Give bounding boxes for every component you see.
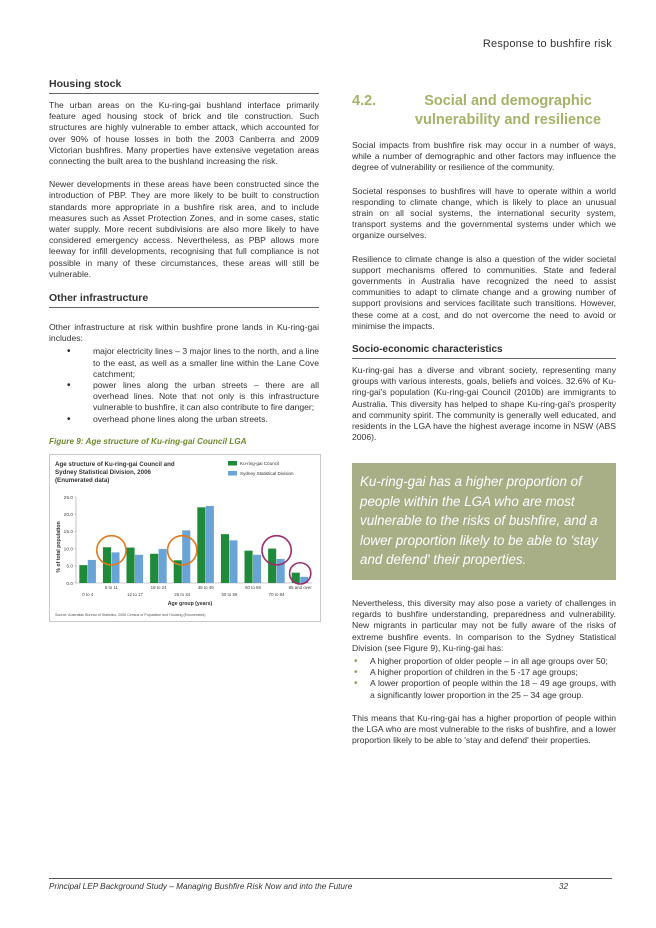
chart-legend xyxy=(228,461,294,476)
paragraph: This means that Ku-ring-gai has a higher proportion of people within the LGA who are most vulnerable to the risks of bushfire, and a lower proportion likely to be able to 'stay and defend' their properties. xyxy=(352,712,616,746)
bar xyxy=(206,506,214,583)
section-number: 4.2. xyxy=(352,93,377,109)
socio-economic-heading: Socio-economic characteristics xyxy=(352,344,616,359)
paragraph: Ku-ring-gai has a diverse and vibrant society, representing many groups with various interests, goals, beliefs and voices. 32.6% of Ku-ring-gai's population (Ku-ring-gai Council (2010b) are immigrants to Australia. This diversity has helped to shape Ku-ring-gai's prosperity and community spirit. The community is generally well educated, and residents in the LGA have the highest average income in NSW (ABS 2006). xyxy=(352,365,616,443)
legend-label: Ku-ring-gai Council xyxy=(240,460,280,466)
y-tick-label: 10.0 xyxy=(63,547,73,553)
x-tick-label: 70 to 84 xyxy=(268,591,285,597)
x-tick-label: 50 to 59 xyxy=(221,591,238,597)
bar xyxy=(111,552,119,583)
list-item: • A higher proportion of older people – in all age groups over 50; xyxy=(370,656,616,667)
paragraph: Nevertheless, this diversity may also pose a variety of challenges in regards to bushfire understanding, preparedness and vulnerability. New migrants in particular may not be fully aware of the risks of extreme bushfire events. In comparison to the Sydney Statistical Division (see Figure 9), Ku-ring-gai has: xyxy=(352,597,616,653)
legend-label: Sydney Statistical Division xyxy=(240,470,294,476)
figure-caption: Figure 9: Age structure of Ku-ring-gai Council LGA xyxy=(49,436,247,446)
x-tick-label: 5 to 11 xyxy=(104,584,118,590)
infrastructure-intro: Other infrastructure at risk within bushfire prone lands in Ku-ring-gai includes: xyxy=(49,322,319,344)
bar xyxy=(88,560,96,583)
list-item: • overhead phone lines along the urban streets. xyxy=(93,414,319,425)
x-tick-label: 18 to 24 xyxy=(150,584,167,590)
y-tick-label: 5.0 xyxy=(66,564,73,570)
page-number: 32 xyxy=(558,882,568,891)
chart-title-line-2: Sydney Statistical Division, 2006 xyxy=(55,468,151,476)
list-item: • major electricity lines – 3 major lines to the north, and a line to the east, as well as a smaller line within the Lane Cove catchment; xyxy=(93,346,319,380)
list-item: • power lines along the urban streets – there are all overhead lines. Note that not only is this infrastructure vulnerable to bushfire, it can also contribute to fire danger; xyxy=(93,380,319,414)
infrastructure-list xyxy=(49,346,319,424)
housing-heading: Housing stock xyxy=(49,78,319,94)
legend-swatch xyxy=(228,461,237,466)
x-tick-label: 85 and over xyxy=(288,584,312,590)
y-tick-label: 20.0 xyxy=(63,512,73,518)
bar xyxy=(229,540,237,583)
chart-bars xyxy=(79,506,308,583)
chart-title-line-1: Age structure of Ku-ring-gai Council and xyxy=(55,460,175,468)
chart-title-line-3: (Enumerated data) xyxy=(55,476,110,484)
paragraph: Societal responses to bushfires will have to operate within a world responding to climate change, which is likely to place an unusual strain on all social systems, the international security system, transport systems and the governmental systems under which we organize ourselves. xyxy=(352,185,616,241)
footer-title: Principal LEP Background Study – Managing Bushfire Risk Now and into the Future xyxy=(49,882,353,891)
chart-xlabel: Age group (years) xyxy=(167,600,213,607)
chart-svg xyxy=(50,455,320,621)
x-tick-label: 60 to 69 xyxy=(245,584,261,590)
chart-ylabel: % of total population xyxy=(56,521,62,573)
bar xyxy=(127,547,135,582)
section-heading xyxy=(352,92,616,130)
x-tick-label: 35 to 49 xyxy=(197,584,214,590)
y-tick-label: 0.0 xyxy=(66,581,73,587)
pull-quote: Ku-ring-gai has a higher proportion of people within the LGA who are most vulnerable to the risks of bushfire, and a lower proportion likely to be able to 'stay and defend' their properties. xyxy=(352,463,616,580)
paragraph: Resilience to climate change is also a question of the wider societal support mechanisms offered to communities. State and federal governments in Australia have recognized the need to assist communities to adapt to climate change and a growing number of support provisions and services facilitate such transitions. However, these come at a cost, and do not overcome the need to avoid or minimise the impacts. xyxy=(352,253,616,331)
list-item: • A higher proportion of children in the 5 -17 age groups; xyxy=(370,667,616,678)
housing-paragraph-1: The urban areas on the Ku-ring-gai bushland interface primarily feature aged housing stock of brick and tile construction. Such structures are highly vulnerable to ember attack, which accounted for over 90% of house losses in both the 2003 Canberra and 2009 Victorian bushfires. Many properties have extensive vegetation areas connecting the built area to the bushland increasing the risk. xyxy=(49,100,319,167)
running-header: Response to bushfire risk xyxy=(482,38,612,50)
bar xyxy=(268,548,276,582)
infrastructure-heading: Other infrastructure xyxy=(49,292,319,308)
y-tick-label: 15.0 xyxy=(63,530,73,536)
comparison-list xyxy=(352,656,616,701)
bar xyxy=(79,565,87,583)
bar xyxy=(253,555,261,583)
bar xyxy=(159,549,167,583)
x-tick-label: 25 to 34 xyxy=(174,591,191,597)
left-column xyxy=(49,78,319,622)
paragraph: Social impacts from bushfire risk may occur in a number of ways, while a number of demographic and other factors may influence the degree of vulnerability or resilience of the community. xyxy=(352,140,616,173)
list-item: • A lower proportion of people within the 18 – 49 age groups, with a significantly lower proportion in the 25 – 34 age group. xyxy=(370,678,616,700)
chart-source: Source: Australian Bureau of Statistics, 2006 Census of Population and Housing (Enumerated) xyxy=(55,612,206,617)
y-tick-label: 25.0 xyxy=(63,495,73,501)
x-tick-label: 0 to 4 xyxy=(82,591,94,597)
section-title: Social and demographic vulnerability and resilience xyxy=(414,93,602,128)
x-tick-label: 12 to 17 xyxy=(127,591,143,597)
age-structure-chart xyxy=(49,454,321,622)
bar xyxy=(245,551,253,583)
page-footer xyxy=(49,878,612,891)
bar xyxy=(135,555,143,583)
right-column xyxy=(352,78,616,758)
housing-paragraph-2: Newer developments in these areas have been constructed since the introduction of PBP. They are more likely to be built to construction standards more appropriate in a bushfire risk area, and to include measures such as Asset Protection Zones, and in some cases, static water supply. More recent subdivisions are also more likely to have considered emergency access. Nevertheless, as PBP allows more leeway for infill developments, recognising that full compliance is not possible in many of these circumstances, these areas will still be vulnerable. xyxy=(49,179,319,279)
legend-swatch xyxy=(228,471,237,476)
bar xyxy=(221,534,229,583)
bar xyxy=(150,554,158,583)
bar xyxy=(197,507,205,583)
